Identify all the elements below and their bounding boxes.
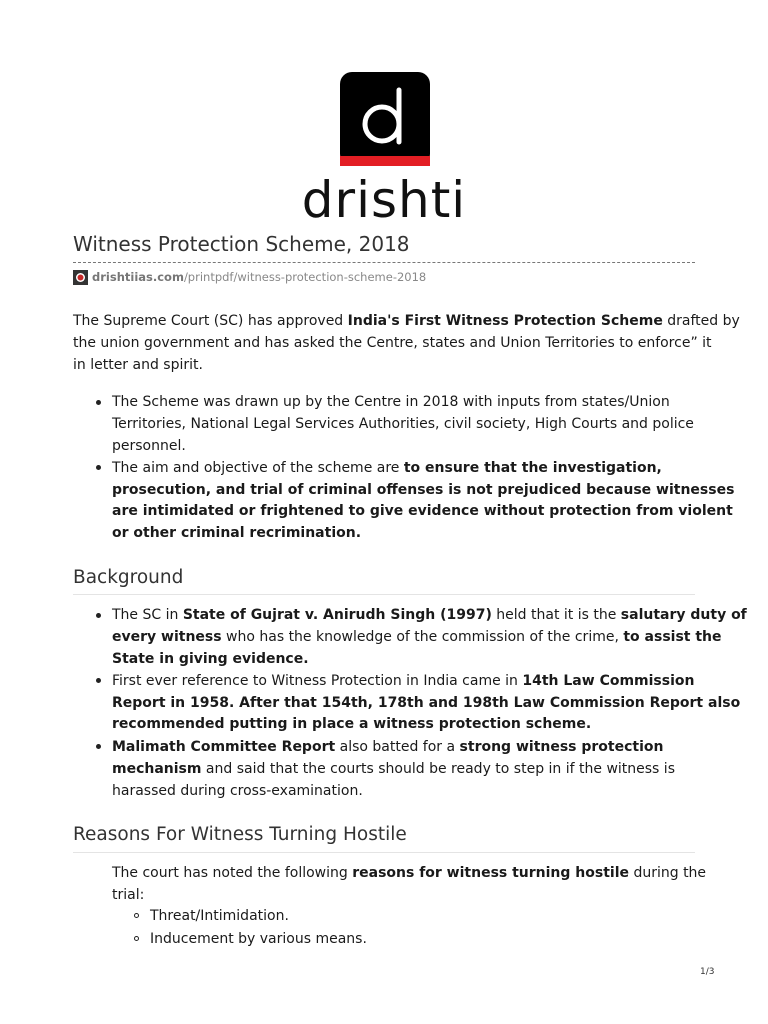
intro-line-2: the union government and has asked the Centre, states and Union Territories to enforce” it — [73, 335, 712, 351]
favicon-icon — [73, 270, 88, 285]
background-3-line-2: mechanism and said that the courts should be ready to step in if the witness is — [112, 761, 675, 777]
source-path[interactable]: /printpdf/witness-protection-scheme-2018 — [183, 270, 427, 284]
point-1-line-1: The Scheme was drawn up by the Centre in 2018 with inputs from states/Union — [112, 394, 670, 410]
background-1-line-1: The SC in State of Gujrat v. Anirudh Singh (1997) held that it is the salutary duty of — [112, 607, 747, 623]
section-divider — [73, 594, 695, 595]
page-title: Witness Protection Scheme, 2018 — [73, 232, 410, 256]
point-1-line-2: Territories, National Legal Services Authorities, civil society, High Courts and police — [112, 416, 694, 432]
reason-item: Threat/Intimidation. — [150, 908, 289, 924]
point-2-line-2: prosecution, and trial of criminal offenses is not prejudiced because witnesses — [112, 482, 735, 498]
brand-wordmark: drishti — [301, 171, 467, 229]
section-heading-background: Background — [73, 567, 184, 588]
point-2-line-4: or other criminal recrimination. — [112, 525, 362, 541]
background-1-line-3: State in giving evidence. — [112, 651, 309, 667]
reasons-intro-line-2: trial: — [112, 887, 145, 903]
circle-bullet-icon — [134, 936, 139, 941]
background-1-line-2: every witness who has the knowledge of the commission of the crime, to assist the — [112, 629, 722, 645]
bullet-icon — [96, 613, 101, 618]
point-1-line-3: personnel. — [112, 438, 186, 454]
d-logo-icon — [340, 72, 430, 166]
bullet-icon — [96, 465, 101, 470]
source-domain[interactable]: drishtiias.com — [92, 270, 184, 284]
background-2-line-3: recommended putting in place a witness protection scheme. — [112, 716, 592, 732]
point-2-line-1: The aim and objective of the scheme are to ensure that the investigation, — [112, 460, 662, 476]
background-3-line-1: Malimath Committee Report also batted for a strong witness protection — [112, 739, 664, 755]
section-heading-reasons: Reasons For Witness Turning Hostile — [73, 824, 407, 845]
page-number: 1/3 — [700, 967, 715, 977]
background-2-line-2: Report in 1958. After that 154th, 178th and 198th Law Commission Report also — [112, 695, 741, 711]
reasons-intro-line-1: The court has noted the following reasons for witness turning hostile during the — [112, 865, 707, 881]
bullet-icon — [96, 678, 101, 683]
bullet-icon — [96, 744, 101, 749]
source-url[interactable] — [73, 268, 426, 286]
intro-line-3: in letter and spirit. — [73, 357, 203, 373]
point-2-line-3: are intimidated or frightened to give evidence without protection from violent — [112, 503, 733, 519]
brand-logo — [340, 72, 430, 166]
bullet-icon — [96, 400, 101, 405]
background-3-line-3: harassed during cross-examination. — [112, 783, 363, 799]
title-divider — [73, 262, 695, 263]
reason-item: Inducement by various means. — [150, 931, 367, 947]
background-2-line-1: First ever reference to Witness Protection in India came in 14th Law Commission — [112, 673, 695, 689]
intro-line-1: The Supreme Court (SC) has approved India's First Witness Protection Scheme drafted by — [73, 313, 740, 329]
circle-bullet-icon — [134, 913, 139, 918]
section-divider — [73, 852, 695, 853]
